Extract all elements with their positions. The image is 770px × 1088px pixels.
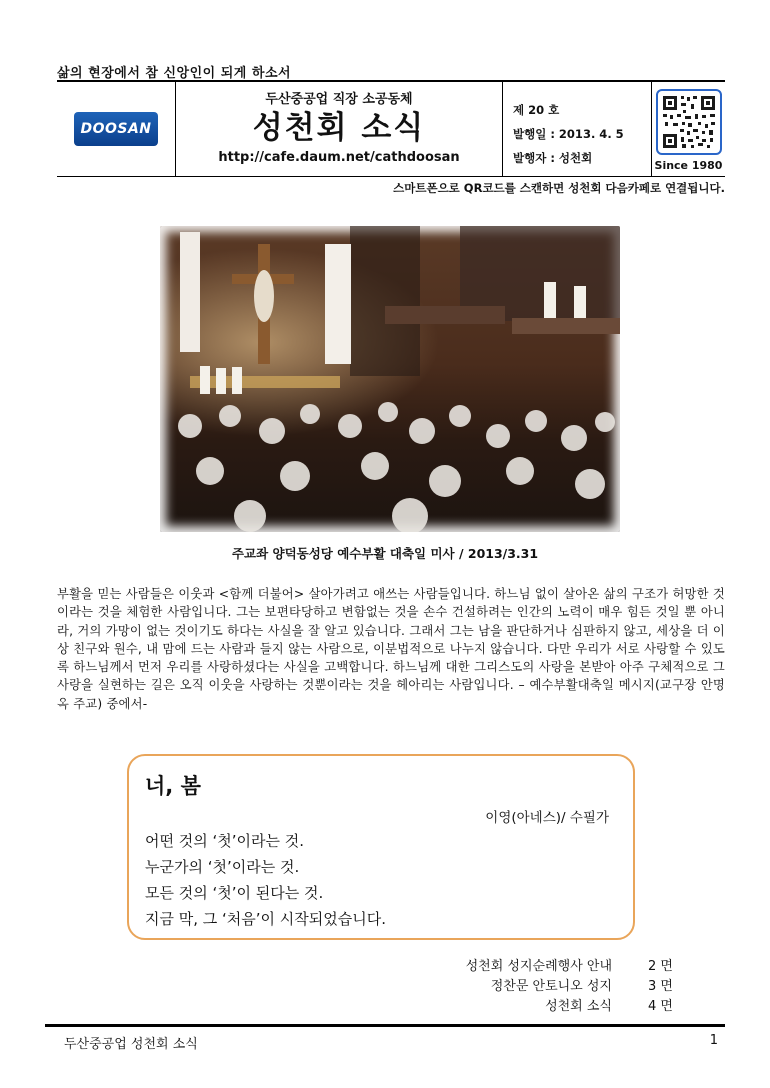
poem-lines (145, 828, 386, 932)
doosan-logo: DOOSAN (74, 112, 158, 146)
toc-page: 2 면 (648, 959, 673, 974)
logo-cell (57, 82, 176, 176)
publisher: 발행자 : 성천회 (513, 151, 593, 165)
qr-note: 스마트폰으로 QR코드를 스캔하면 성천회 다음카페로 연결됩니다. (393, 181, 725, 195)
page-number: 1 (709, 1033, 718, 1048)
easter-message: 부활을 믿는 사람들은 이웃과 <함께 더불어> 살아가려고 애쓰는 사람들입니다. 하느님 없이 살아온 삶의 구조가 허망한 것이라는 것을 체험한 사람입니다. 그는 보편타당하고 변함없는 것을 손수 건설하려는 인간의 노력이 매우 힘든 것일 뿐 아니라, 거의 가망이 없는 것이기도 하다는 사실을 잘 알고 있습니다. 그래서 그는 남을 판단하거나 심판하지 않고, 세상을 더 이상 친구와 원수, 내 맘에 드는 사람과 들지 않는 사람으로, 이분법적으로 나누지 않습니다. 다만 우리가 서로 사랑할 수 있도록 하느님께서 먼저 우리를 사랑하셨다는 사실을 고백합니다. 하느님께 대한 그리스도의 사랑을 본받아 아주 구체적으로 그 사랑을 실현하는 길은 오직 이웃을 사랑하는 것뿐이라는 것을 헤아리는 사람입니다. – 예수부활대축일 메시지(교구장 안명옥 주교) 중에서- (57, 587, 725, 711)
photo-caption: 주교좌 양덕동성당 예수부활 대축일 미사 / 2013/3.31 (231, 546, 539, 561)
since-label: Since 1980 (654, 159, 723, 172)
toc-page: 3 면 (648, 979, 673, 994)
poem-line: 지금 막, 그 ‘처음’이 시작되었습니다. (145, 910, 387, 928)
poem-line: 어떤 것의 ‘첫’이라는 것. (145, 832, 305, 850)
toc-title: 정찬문 안토니오 성지 (490, 979, 612, 994)
poem-box (127, 754, 635, 940)
qr-code-icon[interactable] (656, 89, 722, 155)
toc-item[interactable] (466, 997, 698, 1017)
motto: 삶의 현장에서 참 신앙인이 되게 하소서 (57, 66, 292, 81)
poem-line: 누군가의 ‘첫’이라는 것. (145, 858, 300, 876)
toc-item[interactable] (466, 977, 698, 997)
footer-title: 두산중공업 성천회 소식 (64, 1037, 198, 1052)
publish-date: 발행일 : 2013. 4. 5 (513, 127, 624, 141)
title-cell (176, 82, 503, 176)
toc-page: 4 면 (648, 999, 673, 1014)
easter-mass-photo (160, 226, 620, 532)
toc-title: 성천회 성지순례행사 안내 (465, 959, 612, 974)
masthead (57, 80, 725, 177)
newsletter-title: 성천회 소식 (252, 110, 426, 146)
qr-cell (652, 82, 725, 176)
newsletter-subtitle: 두산중공업 직장 소공동체 (265, 92, 413, 107)
cafe-url[interactable]: http://cafe.daum.net/cathdoosan (218, 150, 460, 165)
issue-number: 제 20 호 (513, 103, 560, 117)
toc-title: 성천회 소식 (545, 999, 612, 1014)
toc-item[interactable] (466, 957, 698, 977)
table-of-contents (466, 957, 698, 1017)
poem-author: 이영(아네스)/ 수필가 (485, 810, 609, 826)
poem-title: 너, 봄 (145, 774, 201, 798)
footer-divider (45, 1024, 725, 1027)
poem-line: 모든 것의 ‘첫’이 된다는 것. (145, 884, 324, 902)
issue-info (503, 82, 652, 176)
